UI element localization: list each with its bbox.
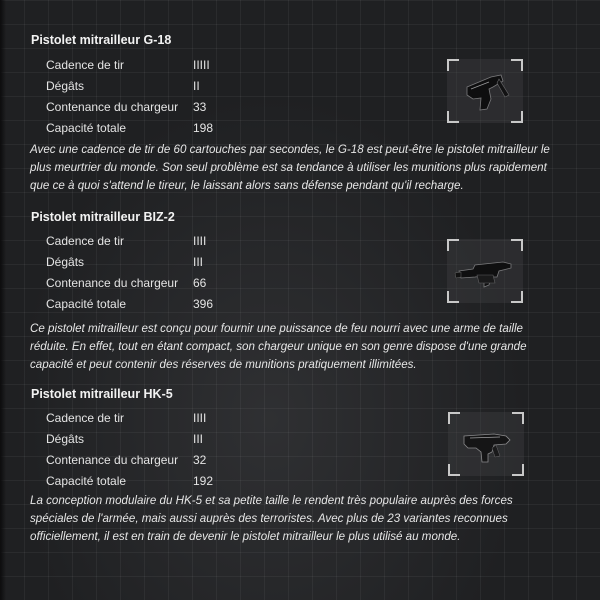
weapon-description <box>30 320 566 374</box>
description-line: Avec une cadence de tir de 60 cartouches par secondes, le G-18 est peut-être le pistolet mitrailleur le <box>30 143 550 156</box>
stat-label-damage: Dégâts <box>46 79 85 93</box>
stat-label-magazine: Contenance du chargeur <box>46 100 179 114</box>
weapon-title: Pistolet mitrailleur HK-5 <box>31 387 173 401</box>
weapon-description <box>30 141 566 195</box>
submachine-gun-hk5-icon <box>454 418 518 470</box>
weapon-image-frame <box>447 59 523 123</box>
submachine-gun-biz2-icon <box>453 245 517 297</box>
description-line: que ce à quoi s'attend le tireur, le laissant alors sans défense pendant qu'il recharge. <box>30 179 464 192</box>
stat-value-damage: III <box>193 255 204 269</box>
description-line: plus meurtrier du monde. Son seul problème est sa tendance à utiliser les munitions plus rapidement <box>30 161 547 174</box>
stat-label-fire-rate: Cadence de tir <box>46 411 125 425</box>
page-edge-shadow <box>0 0 6 600</box>
weapon-title: Pistolet mitrailleur G-18 <box>31 33 172 47</box>
stat-value-damage: III <box>193 432 204 446</box>
stat-label-magazine: Contenance du chargeur <box>46 276 179 290</box>
description-line: Ce pistolet mitrailleur est conçu pour fournir une puissance de feu nourri avec une arme de taille <box>30 322 524 335</box>
weapon-title: Pistolet mitrailleur BIZ-2 <box>31 210 175 224</box>
stat-label-fire-rate: Cadence de tir <box>46 234 125 248</box>
description-line: officiellement, il est en train de devenir le pistolet mitrailleur le plus utilisé au monde. <box>30 530 461 543</box>
stat-value-magazine: 66 <box>193 276 207 290</box>
description-line: La conception modulaire du HK-5 et sa petite taille le rendent très populaire auprès des forces <box>30 494 513 507</box>
stat-label-total-capacity: Capacité totale <box>46 297 127 311</box>
stat-value-fire-rate: IIII <box>193 411 207 425</box>
stat-label-total-capacity: Capacité totale <box>46 121 127 135</box>
stat-value-magazine: 32 <box>193 453 207 467</box>
stat-label-fire-rate: Cadence de tir <box>46 58 125 72</box>
stat-value-total-capacity: 192 <box>193 474 214 488</box>
description-line: réduite. En effet, tout en étant compact, son chargeur unique en son genre dispose d'une grande <box>30 340 527 353</box>
description-line: capacité et peut contenir des réserves de munitions pratiquement illimitées. <box>30 358 417 371</box>
stat-value-fire-rate: IIII <box>193 234 207 248</box>
stat-label-magazine: Contenance du chargeur <box>46 453 179 467</box>
stat-label-total-capacity: Capacité totale <box>46 474 127 488</box>
weapon-description <box>30 492 566 546</box>
stat-label-damage: Dégâts <box>46 432 85 446</box>
description-line: spéciales de l'armée, mais aussi auprès des terroristes. Avec plus de 23 variantes reconnues <box>30 512 508 525</box>
stat-value-magazine: 33 <box>193 100 207 114</box>
stat-value-damage: II <box>193 79 200 93</box>
machine-pistol-g18-icon <box>453 65 517 117</box>
weapon-image-frame <box>447 239 523 303</box>
stat-value-total-capacity: 198 <box>193 121 214 135</box>
weapon-image-frame <box>448 412 524 476</box>
stat-value-fire-rate: IIIII <box>193 58 210 72</box>
stat-value-total-capacity: 396 <box>193 297 214 311</box>
stat-label-damage: Dégâts <box>46 255 85 269</box>
